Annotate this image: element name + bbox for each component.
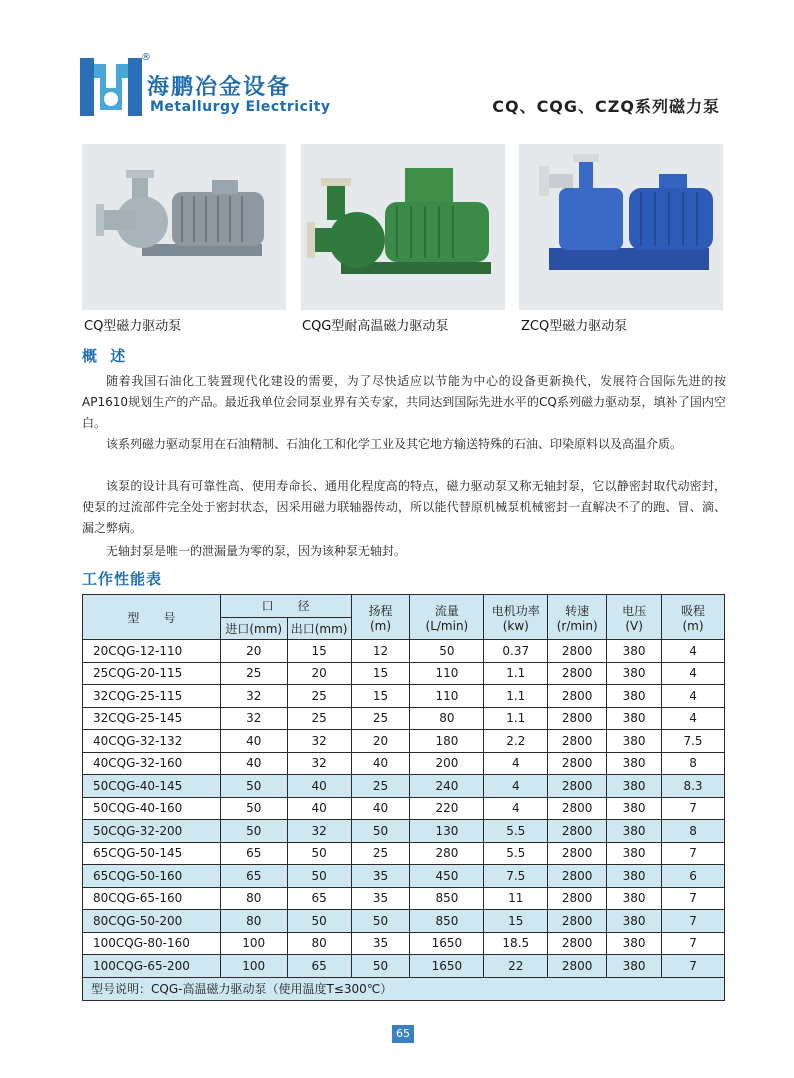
- cell-outlet: 20: [287, 662, 351, 685]
- table-row: [83, 640, 725, 663]
- cell-speed: 2800: [548, 910, 607, 933]
- cell-suction: 8: [662, 820, 725, 843]
- cell-voltage: 380: [607, 730, 662, 753]
- cell-flow: 200: [410, 752, 484, 775]
- cell-head: 40: [351, 752, 410, 775]
- overview-paragraph: 随着我国石油化工装置现代化建设的需要，为了尽快适应以节能为中心的设备更新换代，发展符合国际先进的按AP1610规划生产的产品。最近我单位会同泵业界有关专家，共同达到国际先进水平的CQ系列磁力驱动泵，填补了国内空白。: [82, 374, 726, 430]
- cell-model: 100CQG-80-160: [83, 932, 221, 955]
- table-row: [83, 775, 725, 798]
- cell-flow: 80: [410, 707, 484, 730]
- cell-power: 18.5: [484, 932, 548, 955]
- cell-voltage: 380: [607, 820, 662, 843]
- table-row: [83, 797, 725, 820]
- table-row: [83, 865, 725, 888]
- cell-inlet: 100: [220, 955, 287, 978]
- cell-speed: 2800: [548, 775, 607, 798]
- cell-suction: 7: [662, 797, 725, 820]
- photo-zcq-pump: [519, 144, 723, 310]
- cell-suction: 8: [662, 752, 725, 775]
- cell-suction: 4: [662, 640, 725, 663]
- cell-suction: 7: [662, 887, 725, 910]
- table-row: [83, 752, 725, 775]
- cell-flow: 850: [410, 910, 484, 933]
- cell-head: 15: [351, 685, 410, 708]
- cell-power: 4: [484, 797, 548, 820]
- cell-flow: 1650: [410, 955, 484, 978]
- cell-speed: 2800: [548, 707, 607, 730]
- cell-outlet: 32: [287, 820, 351, 843]
- cell-voltage: 380: [607, 932, 662, 955]
- cell-voltage: 380: [607, 910, 662, 933]
- cell-head: 25: [351, 842, 410, 865]
- header-head: 扬程 (m): [351, 595, 410, 640]
- cell-power: 1.1: [484, 685, 548, 708]
- cell-speed: 2800: [548, 820, 607, 843]
- cell-flow: 280: [410, 842, 484, 865]
- cell-head: 35: [351, 932, 410, 955]
- cell-inlet: 20: [220, 640, 287, 663]
- cell-head: 25: [351, 707, 410, 730]
- cell-outlet: 40: [287, 775, 351, 798]
- photo-caption-zcq: ZCQ型磁力驱动泵: [521, 319, 628, 334]
- cell-inlet: 65: [220, 842, 287, 865]
- cell-outlet: 15: [287, 640, 351, 663]
- cell-suction: 4: [662, 685, 725, 708]
- cell-inlet: 32: [220, 707, 287, 730]
- cell-power: 15: [484, 910, 548, 933]
- cell-outlet: 25: [287, 685, 351, 708]
- cell-speed: 2800: [548, 640, 607, 663]
- cell-power: 5.5: [484, 842, 548, 865]
- cell-speed: 2800: [548, 685, 607, 708]
- cell-power: 2.2: [484, 730, 548, 753]
- cell-model: 40CQG-32-132: [83, 730, 221, 753]
- cell-power: 1.1: [484, 662, 548, 685]
- performance-table: [82, 594, 725, 1001]
- cell-voltage: 380: [607, 775, 662, 798]
- cell-voltage: 380: [607, 797, 662, 820]
- cell-voltage: 380: [607, 707, 662, 730]
- cell-suction: 6: [662, 865, 725, 888]
- header-suction: 吸程 (m): [662, 595, 725, 640]
- overview-paragraph: 该泵的设计具有可靠性高、使用寿命长、通用化程度高的特点，磁力驱动泵又称无轴封泵，它以静密封取代动密封，使泵的过流部件完全处于密封状态，因采用磁力联轴器传动，所以能代替原机械泵机械密封一直解决不了的跑、冒、滴、漏之弊病。: [82, 479, 726, 535]
- cell-outlet: 32: [287, 730, 351, 753]
- brand-name-en: Metallurgy Electricity: [150, 99, 331, 115]
- cqg-pump-image: [301, 144, 505, 310]
- cell-head: 15: [351, 662, 410, 685]
- cq-pump-image: [82, 144, 286, 310]
- cell-flow: 450: [410, 865, 484, 888]
- cell-suction: 8.3: [662, 775, 725, 798]
- cell-power: 4: [484, 775, 548, 798]
- cell-power: 1.1: [484, 707, 548, 730]
- photo-caption-cqg: CQG型耐高温磁力驱动泵: [302, 319, 449, 334]
- cell-speed: 2800: [548, 842, 607, 865]
- cell-voltage: 380: [607, 842, 662, 865]
- photo-cqg-pump: [301, 144, 505, 310]
- cell-outlet: 50: [287, 910, 351, 933]
- cell-speed: 2800: [548, 730, 607, 753]
- cell-power: 11: [484, 887, 548, 910]
- table-row: [83, 685, 725, 708]
- cell-speed: 2800: [548, 955, 607, 978]
- cell-speed: 2800: [548, 932, 607, 955]
- table-row: [83, 955, 725, 978]
- cell-inlet: 80: [220, 910, 287, 933]
- cell-suction: 7: [662, 932, 725, 955]
- cell-outlet: 40: [287, 797, 351, 820]
- cell-voltage: 380: [607, 662, 662, 685]
- cell-suction: 7: [662, 910, 725, 933]
- header-inlet: 进口(mm): [220, 617, 287, 640]
- overview-heading: 概 述: [82, 347, 130, 365]
- cell-power: 5.5: [484, 820, 548, 843]
- cell-speed: 2800: [548, 797, 607, 820]
- cell-model: 40CQG-32-160: [83, 752, 221, 775]
- cell-suction: 4: [662, 707, 725, 730]
- cell-model: 100CQG-65-200: [83, 955, 221, 978]
- cell-head: 12: [351, 640, 410, 663]
- cell-suction: 4: [662, 662, 725, 685]
- table-row: [83, 820, 725, 843]
- cell-head: 35: [351, 865, 410, 888]
- cell-suction: 7: [662, 955, 725, 978]
- zcq-pump-image: [519, 144, 723, 310]
- cell-inlet: 50: [220, 775, 287, 798]
- cell-outlet: 50: [287, 842, 351, 865]
- header-speed: 转速 (r/min): [548, 595, 607, 640]
- header-model: 型 号: [83, 595, 221, 640]
- table-row: [83, 730, 725, 753]
- cell-head: 20: [351, 730, 410, 753]
- brand-name-cn: 海鹏冶金设备: [147, 75, 292, 100]
- cell-outlet: 80: [287, 932, 351, 955]
- cell-model: 65CQG-50-145: [83, 842, 221, 865]
- cell-voltage: 380: [607, 955, 662, 978]
- cell-inlet: 40: [220, 730, 287, 753]
- cell-head: 50: [351, 955, 410, 978]
- cell-speed: 2800: [548, 887, 607, 910]
- cell-speed: 2800: [548, 752, 607, 775]
- cell-inlet: 50: [220, 820, 287, 843]
- cell-flow: 180: [410, 730, 484, 753]
- performance-table-heading: 工作性能表: [82, 570, 163, 588]
- header-flow: 流量 (L/min): [410, 595, 484, 640]
- cell-power: 4: [484, 752, 548, 775]
- performance-table-body: [83, 640, 725, 978]
- photo-caption-cq: CQ型磁力驱动泵: [84, 319, 182, 334]
- page-title: CQ、CQG、CZQ系列磁力泵: [492, 97, 720, 116]
- cell-voltage: 380: [607, 640, 662, 663]
- cell-head: 25: [351, 775, 410, 798]
- cell-head: 35: [351, 887, 410, 910]
- cell-power: 22: [484, 955, 548, 978]
- cell-model: 25CQG-20-115: [83, 662, 221, 685]
- table-row: [83, 887, 725, 910]
- header-bore: 口 径: [220, 595, 351, 618]
- company-logo-icon: [80, 58, 142, 116]
- photo-cq-pump: [82, 144, 286, 310]
- cell-model: 20CQG-12-110: [83, 640, 221, 663]
- cell-voltage: 380: [607, 887, 662, 910]
- cell-head: 40: [351, 797, 410, 820]
- table-row: [83, 662, 725, 685]
- model-note: 型号说明：CQG-高温磁力驱动泵（使用温度T≤300℃）: [83, 977, 725, 1000]
- cell-outlet: 65: [287, 887, 351, 910]
- cell-speed: 2800: [548, 865, 607, 888]
- cell-inlet: 65: [220, 865, 287, 888]
- cell-flow: 220: [410, 797, 484, 820]
- cell-suction: 7.5: [662, 730, 725, 753]
- cell-inlet: 100: [220, 932, 287, 955]
- overview-paragraph: 该系列磁力驱动泵用在石油精制、石油化工和化学工业及其它地方输送特殊的石油、印染原料以及高温介质。: [106, 437, 683, 451]
- cell-model: 50CQG-40-160: [83, 797, 221, 820]
- cell-flow: 1650: [410, 932, 484, 955]
- cell-model: 50CQG-32-200: [83, 820, 221, 843]
- cell-model: 32CQG-25-115: [83, 685, 221, 708]
- cell-speed: 2800: [548, 662, 607, 685]
- cell-inlet: 80: [220, 887, 287, 910]
- registered-mark: ®: [141, 52, 151, 63]
- table-row: [83, 910, 725, 933]
- cell-model: 32CQG-25-145: [83, 707, 221, 730]
- overview-paragraph: 无轴封泵是唯一的泄漏量为零的泵，因为该种泵无轴封。: [106, 544, 407, 558]
- cell-flow: 50: [410, 640, 484, 663]
- header-power: 电机功率 (kw): [484, 595, 548, 640]
- cell-inlet: 50: [220, 797, 287, 820]
- cell-model: 80CQG-65-160: [83, 887, 221, 910]
- table-row: [83, 707, 725, 730]
- cell-power: 7.5: [484, 865, 548, 888]
- cell-head: 50: [351, 820, 410, 843]
- cell-voltage: 380: [607, 685, 662, 708]
- table-row: [83, 842, 725, 865]
- cell-flow: 110: [410, 662, 484, 685]
- cell-outlet: 25: [287, 707, 351, 730]
- cell-model: 80CQG-50-200: [83, 910, 221, 933]
- cell-suction: 7: [662, 842, 725, 865]
- cell-power: 0.37: [484, 640, 548, 663]
- table-row: [83, 932, 725, 955]
- cell-flow: 130: [410, 820, 484, 843]
- cell-flow: 240: [410, 775, 484, 798]
- header-voltage: 电压 (V): [607, 595, 662, 640]
- cell-flow: 110: [410, 685, 484, 708]
- cell-voltage: 380: [607, 752, 662, 775]
- cell-flow: 850: [410, 887, 484, 910]
- cell-inlet: 40: [220, 752, 287, 775]
- cell-outlet: 65: [287, 955, 351, 978]
- cell-outlet: 32: [287, 752, 351, 775]
- cell-inlet: 25: [220, 662, 287, 685]
- page-number: 65: [392, 1025, 414, 1043]
- cell-inlet: 32: [220, 685, 287, 708]
- header-outlet: 出口(mm): [287, 617, 351, 640]
- cell-head: 50: [351, 910, 410, 933]
- cell-voltage: 380: [607, 865, 662, 888]
- cell-model: 50CQG-40-145: [83, 775, 221, 798]
- cell-model: 65CQG-50-160: [83, 865, 221, 888]
- cell-outlet: 50: [287, 865, 351, 888]
